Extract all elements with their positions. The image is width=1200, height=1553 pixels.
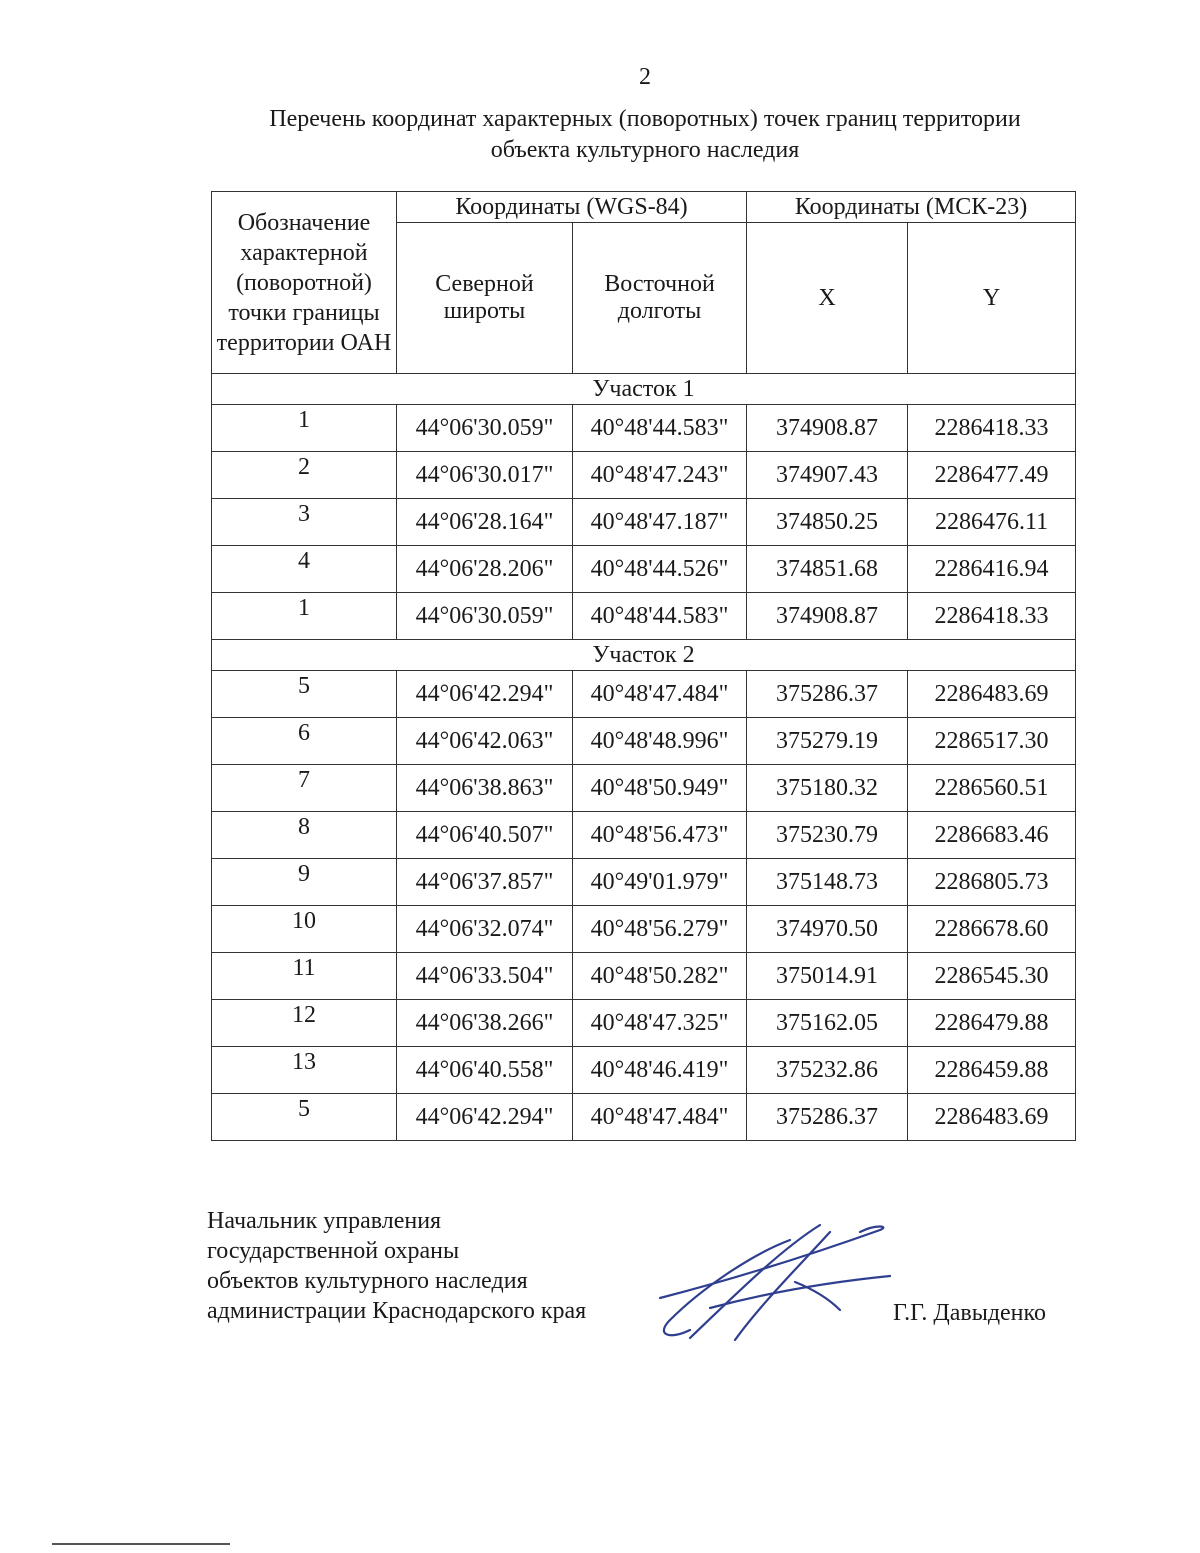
latitude-cell: 44°06'42.294" [397,1094,573,1141]
header-y: Y [908,223,1076,374]
longitude-cell: 40°48'44.583" [573,405,747,452]
latitude-cell: 44°06'38.266" [397,1000,573,1047]
y-cell: 2286517.30 [908,718,1076,765]
y-cell: 2286418.33 [908,405,1076,452]
longitude-cell: 40°48'47.484" [573,1094,747,1141]
x-cell: 375162.05 [747,1000,908,1047]
table-row [212,1047,1076,1094]
y-cell: 2286479.88 [908,1000,1076,1047]
y-cell: 2286483.69 [908,671,1076,718]
table-row [212,1000,1076,1047]
y-cell: 2286545.30 [908,953,1076,1000]
point-cell: 9 [212,859,397,906]
y-cell: 2286683.46 [908,812,1076,859]
header-wgs84-group: Координаты (WGS-84) [397,192,747,223]
table-row [212,452,1076,499]
signer-name: Г.Г. Давыденко [893,1300,1046,1326]
latitude-cell: 44°06'28.206" [397,546,573,593]
table-row [212,718,1076,765]
signature-strokes [660,1225,890,1340]
point-cell: 2 [212,452,397,499]
table-row [212,765,1076,812]
y-cell: 2286805.73 [908,859,1076,906]
longitude-cell: 40°48'46.419" [573,1047,747,1094]
point-cell: 1 [212,593,397,640]
point-cell: 7 [212,765,397,812]
longitude-cell: 40°48'56.279" [573,906,747,953]
latitude-cell: 44°06'30.059" [397,593,573,640]
signatory-position-line: администрации Краснодарского края [207,1298,587,1324]
table-row [212,812,1076,859]
point-cell: 1 [212,405,397,452]
point-cell: 5 [212,1094,397,1141]
point-cell: 11 [212,953,397,1000]
point-cell: 6 [212,718,397,765]
table-row [212,593,1076,640]
page-number: 2 [639,64,651,90]
point-cell: 8 [212,812,397,859]
document-title [0,104,1200,166]
x-cell: 375232.86 [747,1047,908,1094]
y-cell: 2286459.88 [908,1047,1076,1094]
point-cell: 12 [212,1000,397,1047]
x-cell: 374907.43 [747,452,908,499]
handwritten-signature [640,1210,900,1350]
table-row [212,671,1076,718]
signatory-position-line: объектов культурного наследия [207,1268,528,1294]
longitude-cell: 40°48'47.484" [573,671,747,718]
longitude-cell: 40°48'50.282" [573,953,747,1000]
latitude-cell: 44°06'30.017" [397,452,573,499]
x-cell: 375180.32 [747,765,908,812]
point-cell: 3 [212,499,397,546]
document-title-line-2: объекта культурного наследия [490,137,800,163]
latitude-cell: 44°06'42.294" [397,671,573,718]
longitude-cell: 40°48'47.325" [573,1000,747,1047]
longitude-cell: 40°48'47.243" [573,452,747,499]
point-cell: 5 [212,671,397,718]
table-row [212,906,1076,953]
y-cell: 2286483.69 [908,1094,1076,1141]
x-cell: 374908.87 [747,593,908,640]
footer-rule [52,1543,230,1545]
signatory-position [207,1206,586,1326]
table-row [212,405,1076,452]
y-cell: 2286477.49 [908,452,1076,499]
x-cell: 375014.91 [747,953,908,1000]
latitude-cell: 44°06'38.863" [397,765,573,812]
x-cell: 375286.37 [747,1094,908,1141]
latitude-cell: 44°06'33.504" [397,953,573,1000]
x-cell: 375279.19 [747,718,908,765]
table-row [212,953,1076,1000]
section-label: Участок 2 [212,640,1076,671]
table-row [212,1094,1076,1141]
header-point-designation: Обозначение характерной (поворотной) точки границы территории ОАН [212,192,397,374]
section-label: Участок 1 [212,374,1076,405]
y-cell: 2286560.51 [908,765,1076,812]
longitude-cell: 40°48'44.526" [573,546,747,593]
document-title-line-1: Перечень координат характерных (поворотных) точек границ территории [269,106,1021,132]
y-cell: 2286416.94 [908,546,1076,593]
x-cell: 374908.87 [747,405,908,452]
signatory-position-line: Начальник управления [207,1208,442,1234]
table-row [212,859,1076,906]
table-row [212,546,1076,593]
longitude-cell: 40°48'56.473" [573,812,747,859]
y-cell: 2286678.60 [908,906,1076,953]
longitude-cell: 40°48'47.187" [573,499,747,546]
point-cell: 13 [212,1047,397,1094]
table-row [212,499,1076,546]
latitude-cell: 44°06'42.063" [397,718,573,765]
x-cell: 374970.50 [747,906,908,953]
header-latitude: Северной широты [397,223,573,374]
longitude-cell: 40°48'44.583" [573,593,747,640]
longitude-cell: 40°48'48.996" [573,718,747,765]
header-msk23-group: Координаты (МСК-23) [747,192,1076,223]
x-cell: 375286.37 [747,671,908,718]
latitude-cell: 44°06'32.074" [397,906,573,953]
point-cell: 4 [212,546,397,593]
coordinates-table [211,191,1076,1141]
header-longitude: Восточной долготы [573,223,747,374]
latitude-cell: 44°06'40.558" [397,1047,573,1094]
header-x: X [747,223,908,374]
longitude-cell: 40°48'50.949" [573,765,747,812]
x-cell: 375230.79 [747,812,908,859]
latitude-cell: 44°06'28.164" [397,499,573,546]
point-cell: 10 [212,906,397,953]
x-cell: 374851.68 [747,546,908,593]
latitude-cell: 44°06'30.059" [397,405,573,452]
x-cell: 375148.73 [747,859,908,906]
longitude-cell: 40°49'01.979" [573,859,747,906]
y-cell: 2286476.11 [908,499,1076,546]
latitude-cell: 44°06'37.857" [397,859,573,906]
latitude-cell: 44°06'40.507" [397,812,573,859]
signatory-position-line: государственной охраны [207,1238,460,1264]
x-cell: 374850.25 [747,499,908,546]
y-cell: 2286418.33 [908,593,1076,640]
